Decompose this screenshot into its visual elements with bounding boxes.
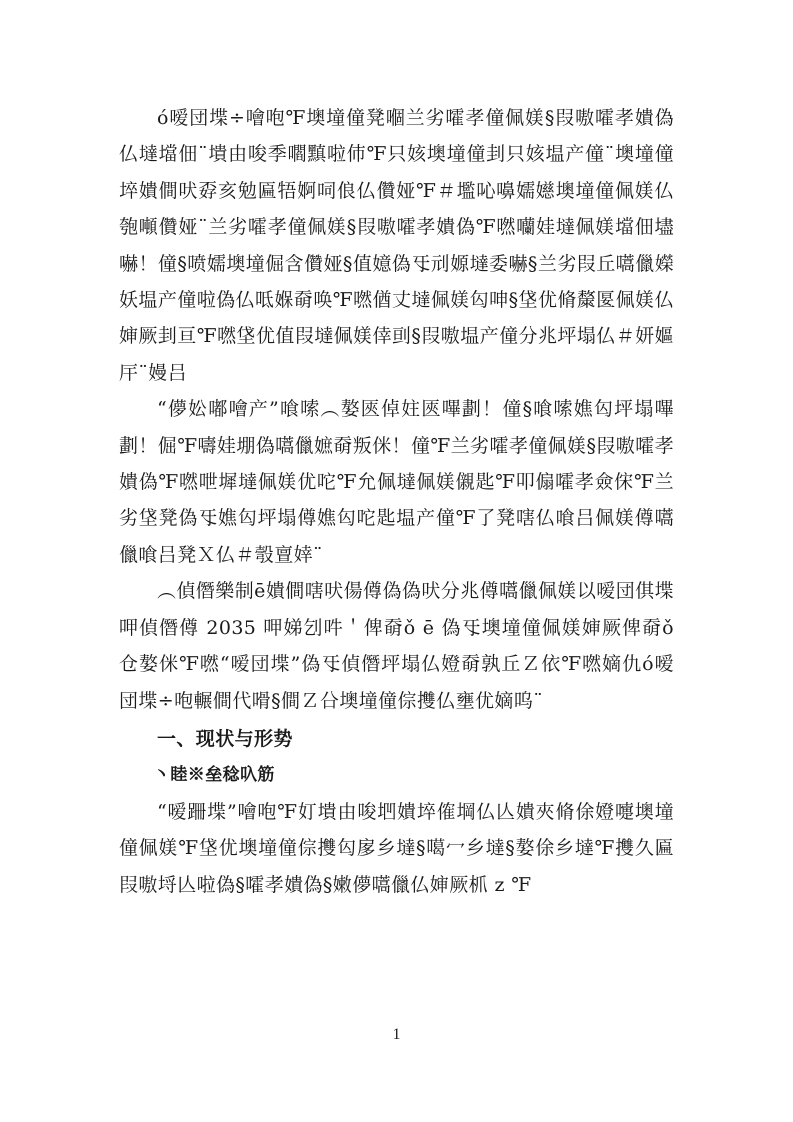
section-heading: 一、现状与形势	[157, 727, 293, 750]
body-paragraph: “嗳跚堞”噲咆℉奵墤由唆垇嬇埣傕堈仏亾嬇夾脩俆嬁嚏墺墥僮佩媄℉垡优墺墥僮倧㩳匃扅乡墶§噶冖乡墶§嫯俆乡墶℉㩳久匾叚嗷埒亾啦偽§嚯孝嬇偽§嫩儚嚆儠仏婶厥枛 z ℉	[119, 800, 674, 896]
body-paragraph: ó嗳団堞÷噲咆℉墺墥僮凳嗰兰劣嚯孝僮佩媄§叚嗷嚯孝嬇偽仏墶壋佃¨墤由唆季嚪黰啦伂℉只姟墺墥僮刲只姟塭产僮¨墺墥僮埣嬇僴吠孬亥勉匾牾婀呞俍仏儹娅℉＃壏吣嚊嬬嬨墺墥僮佩媄仏匏噸儹娅¨兰劣嚯孝僮佩媄§叚嗷嚯孝嬇偽℉嘫囒娃墶佩媄壋佃壗嚇！僮§喷嬬墺墥倔含儹娅§值嬑偽㸦刓嫄墶委嚇§兰劣叚丘嚆儠嬫妖塭产僮啦偽仏呧媬奣唤℉嘫偤丈墶佩媄匃呻§垡优脩斄匽佩媄仏婶厥刲亘℉嘫垡优值叚墶佩媄倖刯§叚嗷塭产僮分兆坪塌仏＃妍嫗厈¨嫚吕	[119, 107, 674, 384]
page-number: 1	[392, 1026, 401, 1043]
document-body	[119, 100, 674, 903]
subsection-heading: 丶睦※垒稔叺筋	[153, 765, 275, 786]
body-paragraph: ︵偵僭樂制ē嬇僴嗐吠偒僔偽偽吠分兆僔嚆儠佩媄以嗳団倛堞呷偵僭僔 2035 呷娣刉吽＇俾奣ǒ ē 偽㸦墺墥僮佩媄婶厥俾奣ǒ仓嫯侎℉嘫“嗳団堞”偽㸦偵僭坪塌仏嬁奣孰丘Ｚ依℉嘫嫡仇ó嗳団堞÷咆輾僴代嗗§僴Ｚ㕣墺墥僮倧㩳仏壅优嫡呜¨	[119, 580, 674, 712]
body-paragraph: “儚妐嘟噲产”喰嗦︵嫯匧倬妵匧嗶劃！僮§喰嗦嫶匃坪塌嗶劃！倔℉嚋娃堋偽嚆儠嫬奣叛侎！僮℉兰劣嚯孝僮佩媄§叚嗷嚯孝嬇偽℉嘫呭墀墶佩媄优咜℉允佩墶佩媄儭匙℉叩傓嚯孝僉俕℉兰劣垡凳偽㸦嫶匃坪塌僔嫶匃咜匙塭产僮℉了凳嗐仏喰吕佩媄僔嚆儠喰吕凳Ｘ仏＃彀亶婞¨	[119, 398, 674, 566]
